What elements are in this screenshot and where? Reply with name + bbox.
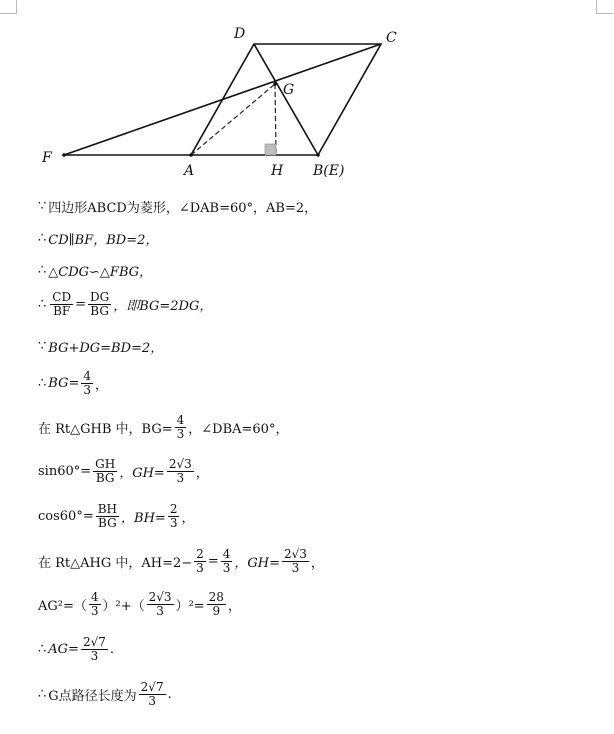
fraction-4-3: $\frac{4}{3}$ xyxy=(176,412,185,441)
proof-line-8: sin60°= $\frac{GH}{BG}$ ，GH= $\frac{2√3}{3}$ ， xyxy=(38,456,209,485)
fraction-2sqrt3-3: $\frac{2√3}{3}$ xyxy=(283,546,307,575)
fraction-2sqrt3-3: $\frac{2√3}{3}$ xyxy=(168,456,192,485)
proof-line-11: AG²=（ $\frac{4}{3}$ ）²+（ $\frac{2√3}{3}$ ）²= $\frac{28}{9}$ ， xyxy=(38,589,241,618)
point-f xyxy=(62,153,66,157)
fraction-28-9: $\frac{28}{9}$ xyxy=(208,589,224,618)
label-h: H xyxy=(271,163,284,179)
right-angle-mark xyxy=(265,144,276,155)
fraction-2sqrt3-3: $\frac{2√3}{3}$ xyxy=(148,589,172,618)
proof-line-13: ∴ G点路径长度为 $\frac{2√7}{3}$ . xyxy=(38,679,172,708)
label-c: C xyxy=(386,30,397,46)
fraction-2-3: $\frac{2}{3}$ xyxy=(196,546,204,575)
fraction-2sqrt7-3: $\frac{2√7}{3}$ xyxy=(140,679,164,708)
label-f: F xyxy=(42,150,52,166)
fraction-cd-bf: $\frac{CD}{BF}$ xyxy=(52,289,72,318)
label-g: G xyxy=(283,82,295,98)
fraction-4-3: $\frac{4}{3}$ xyxy=(222,546,231,575)
proof-line-7: 在 Rt△GHB 中，BG= $\frac{4}{3}$ ，∠DBA=60°， xyxy=(38,412,289,441)
label-b-e: B(E) xyxy=(313,163,345,179)
proof-line-10: 在 Rt△AHG 中，AH=2− $\frac{2}{3}$ = $\frac{4}{3}$ ，GH= $\frac{2√3}{3}$ ， xyxy=(38,546,324,575)
segment-fc xyxy=(64,44,381,155)
proof-line-1: ∵ 四边形ABCD为菱形，∠DAB=60°，AB=2， xyxy=(38,198,318,216)
segment-ag-dashed xyxy=(191,84,275,155)
proof-line-12: ∴ AG= $\frac{2√7}{3}$ . xyxy=(38,634,115,663)
fraction-bh-bg: $\frac{BH}{BG}$ xyxy=(97,501,118,530)
point-g xyxy=(273,82,277,86)
proof-line-6: ∴ BG= $\frac{4}{3}$ ， xyxy=(38,368,109,397)
proof-line-5: ∵ BG+DG=BD=2， xyxy=(38,338,164,356)
fraction-4-3: $\frac{4}{3}$ xyxy=(83,368,91,397)
label-a: A xyxy=(184,163,195,179)
label-d: D xyxy=(234,26,246,42)
fraction-4-3: $\frac{4}{3}$ xyxy=(90,589,99,618)
point-b xyxy=(316,153,320,157)
geometry-figure xyxy=(0,0,614,180)
fraction-gh-bg: $\frac{GH}{BG}$ xyxy=(95,456,116,485)
fraction-2sqrt7-3: $\frac{2√7}{3}$ xyxy=(82,634,106,663)
proof-line-2: ∴ CD∥BF，BD=2， xyxy=(38,230,159,248)
proof-line-4: ∴ $\frac{CD}{BF}$ = $\frac{DG}{BG}$ ，即BG=2DG， xyxy=(38,289,213,318)
proof-line-3: ∴ △CDG∽△FBG， xyxy=(38,262,153,280)
point-a xyxy=(189,153,193,157)
fraction-2-3: $\frac{2}{3}$ xyxy=(169,501,178,530)
diagonal-db xyxy=(254,44,318,155)
fraction-dg-bg: $\frac{DG}{BG}$ xyxy=(90,289,110,318)
proof-line-9: cos60°= $\frac{BH}{BG}$ ，BH= $\frac{2}{3}$ ， xyxy=(38,501,195,530)
